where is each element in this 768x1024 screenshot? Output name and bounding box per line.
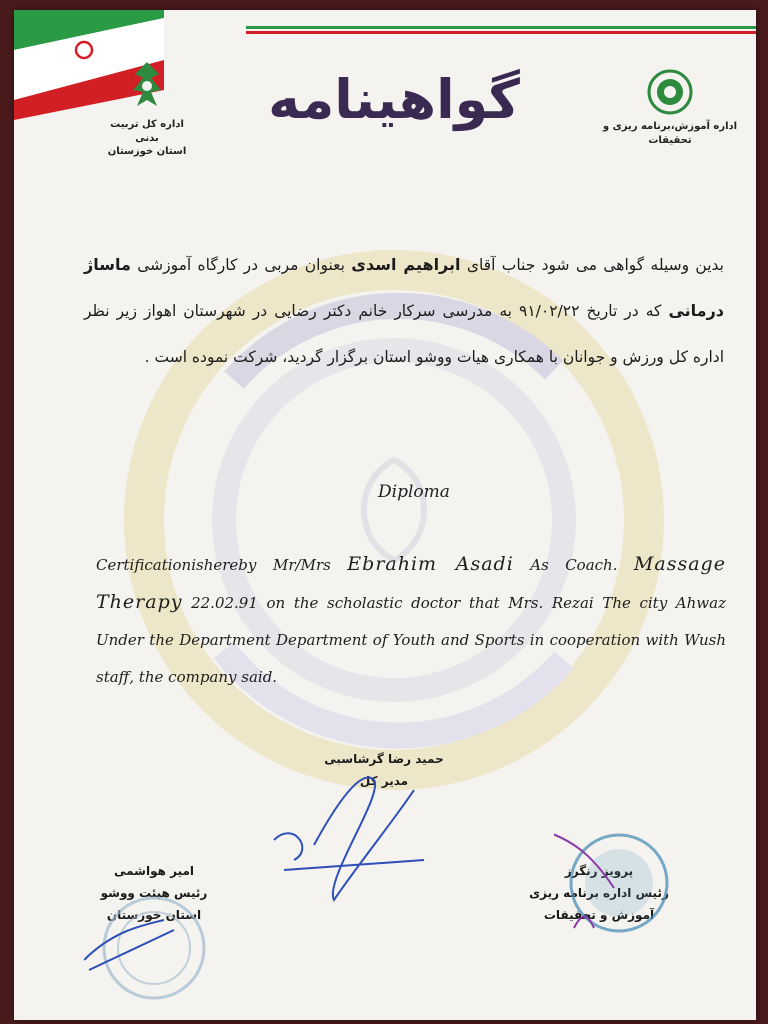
left-logo [102, 60, 192, 159]
right-logo-caption: اداره آموزش،برنامه ریزی و تحقیقات [602, 121, 738, 146]
course-name-en: Massage Therapy [96, 553, 726, 613]
header-stripe [246, 26, 756, 40]
right-logo [600, 68, 740, 147]
left-logo-caption-1: اداره کل تربیت بدنی [110, 119, 184, 144]
certificate-paper [14, 10, 756, 1020]
signatory-right-dept: آموزش و تحقیقات [543, 908, 655, 922]
persian-text-2: بعنوان مربی در کارگاه آموزشی [137, 256, 345, 274]
round-stamp-right [554, 828, 684, 938]
course-name-fa: ماساژ درمانی [84, 255, 724, 320]
signatory-right-role: رئیس اداره برنامه ریزی [529, 886, 669, 900]
course-date-fa: ۹۱/۰۲/۲۲ [519, 302, 580, 320]
recipient-name-fa: ابراهیم اسدی [351, 255, 461, 274]
english-paragraph [96, 546, 726, 696]
signature-center [254, 750, 454, 910]
persian-paragraph [84, 242, 724, 380]
signatory-left-name: امیر هواشمی [113, 864, 195, 878]
leaf-emblem-icon [127, 60, 167, 114]
persian-text-3: که در تاریخ [586, 302, 662, 320]
round-stamp-left [84, 890, 214, 1010]
signatory-center-name: حمید رضا گرشاسبی [324, 752, 444, 766]
english-text-2: As Coach. [530, 556, 618, 574]
recipient-name-en: Ebrahim Asadi [347, 553, 514, 575]
signatory-right-name: پرویز رنگرز [564, 864, 634, 878]
persian-text-1: بدین وسیله گواهی می شود جناب آقای [466, 256, 724, 274]
signatory-left-region: استان خوزستان [106, 908, 202, 922]
left-logo-caption-2: استان خوزستان [107, 146, 187, 157]
signatory-left-role: رئیس هیئت ووشو [100, 886, 208, 900]
diploma-heading: Diploma [378, 482, 450, 502]
persian-text-4: به مدرسی سرکار خانم دکتر رضایی در شهرستان اهواز زیر نظر اداره کل ورزش و جوانان با همکاری هیات ووشو استان برگزار گردید، شرکت نموده است . [84, 302, 724, 366]
certificate-title: گواهینامه [268, 68, 520, 131]
round-seal-icon [646, 68, 694, 116]
english-text-3: 22.02.91 on the scholastic doctor that Mrs. Rezai The city Ahwaz Under the Department Department of Youth and Sports in cooperation with Wush staff, the company said. [96, 594, 726, 686]
signatory-center-role: مدیر کل [359, 774, 409, 788]
english-text-1: Certificationisherebу Mr/Mrs [96, 556, 331, 574]
